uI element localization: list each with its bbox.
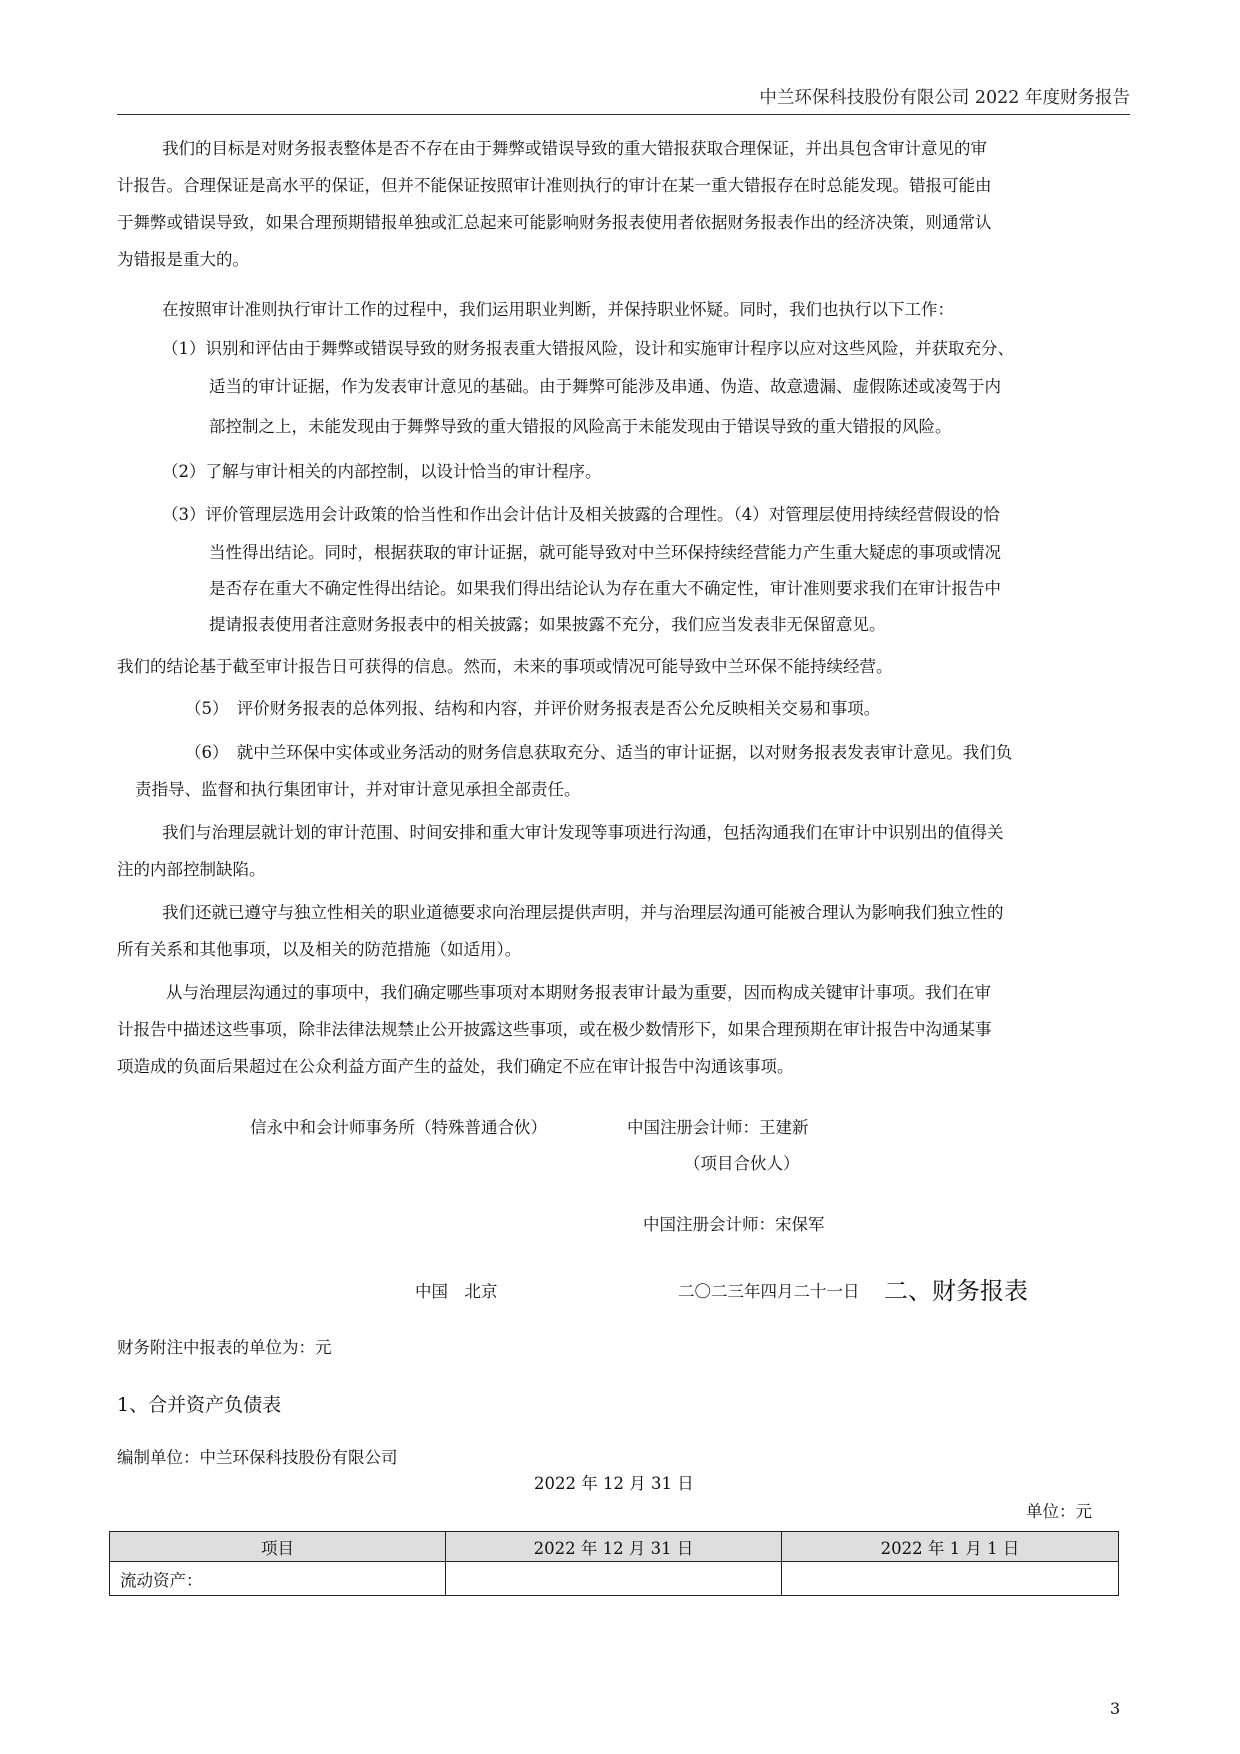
text-line: 责指导、监督和执行集团审计，并对审计意见承担全部责任。 <box>135 780 581 799</box>
text-line: （6） 就中兰环保中实体或业务活动的财务信息获取充分、适当的审计证据，以对财务报表发表审计意见。我们负 <box>185 743 1013 762</box>
text-line: （2）了解与审计相关的内部控制，以设计恰当的审计程序。 <box>162 462 602 481</box>
cpa-role: （项目合伙人） <box>684 1154 800 1173</box>
table-header-row <box>110 1532 1119 1562</box>
table-cell: 流动资产： <box>110 1562 446 1596</box>
column-header-prior: 2022 年 1 月 1 日 <box>781 1532 1118 1562</box>
table-row <box>110 1562 1119 1596</box>
list-item-3 <box>162 496 1000 533</box>
text-line: 是否存在重大不确定性得出结论。如果我们得出结论认为存在重大不确定性，审计准则要求我们在审计报告中 <box>209 579 1001 598</box>
table-cell <box>445 1562 781 1596</box>
paragraph-independence <box>162 894 1004 931</box>
paragraph-procedures-intro <box>162 291 954 328</box>
paragraph-objective-cont <box>117 167 992 278</box>
text-line: 计报告。合理保证是高水平的保证，但并不能保证按照审计准则执行的审计在某一重大错报存在时总能发现。错报可能由 <box>117 176 992 195</box>
unit-label: 单位：元 <box>1026 1502 1092 1521</box>
page-header: 中兰环保科技股份有限公司 2022 年度财务报告 <box>759 88 1130 108</box>
list-item-2 <box>162 453 602 490</box>
audit-firm-name: 信永中和会计师事务所（特殊普通合伙） <box>250 1118 547 1137</box>
text-line: 适当的审计证据，作为发表审计意见的基础。由于舞弊可能涉及串通、伪造、故意遗漏、虚假陈述或凌驾于内 <box>209 377 1001 396</box>
signing-location: 中国 北京 <box>415 1282 498 1301</box>
list-item-6-cont <box>135 771 581 808</box>
preparer-line: 编制单位：中兰环保科技股份有限公司 <box>117 1448 398 1467</box>
section-title: 二、财务报表 <box>884 1277 1028 1305</box>
text-line: 我们的结论基于截至审计报告日可获得的信息。然而，未来的事项或情况可能导致中兰环保不能持续经营。 <box>117 657 893 676</box>
list-item-5 <box>185 690 880 727</box>
text-line: 部控制之上，未能发现由于舞弊导致的重大错报的风险高于未能发现由于错误导致的重大错报的风险。 <box>209 417 952 436</box>
paragraph-governance <box>162 814 1004 851</box>
paragraph-conclusion <box>117 648 893 685</box>
paragraph-independence-cont <box>117 931 521 968</box>
paragraph-key-matters <box>166 974 991 1011</box>
list-item-6 <box>185 734 1012 771</box>
table-cell <box>781 1562 1118 1596</box>
header-divider <box>117 114 1130 115</box>
text-line: （1）识别和评估由于舞弊或错误导致的财务报表重大错报风险，设计和实施审计程序以应对这些风险，并获取充分、 <box>162 339 1014 358</box>
text-line: 当性得出结论。同时，根据获取的审计证据，就可能导致对中兰环保持续经营能力产生重大疑虑的事项或情况 <box>209 543 1001 562</box>
unit-note: 财务附注中报表的单位为：元 <box>117 1338 332 1357</box>
paragraph-objective <box>162 130 987 167</box>
text-line: 计报告中描述这些事项，除非法律法规禁止公开披露这些事项，或在极少数情形下，如果合理预期在审计报告中沟通某事 <box>117 1020 992 1039</box>
balance-sheet-table <box>109 1531 1119 1596</box>
column-header-current: 2022 年 12 月 31 日 <box>445 1532 781 1562</box>
text-line: 我们的目标是对财务报表整体是否不存在由于舞弊或错误导致的重大错报获取合理保证，并出具包含审计意见的审 <box>162 139 987 158</box>
text-line: 注的内部控制缺陷。 <box>117 860 266 879</box>
signing-date: 二〇二三年四月二十一日 <box>678 1282 860 1301</box>
text-line: 为错报是重大的。 <box>117 250 249 269</box>
list-item-1 <box>162 330 1014 367</box>
list-item-1-cont <box>209 367 1001 447</box>
text-line: （5） 评价财务报表的总体列报、结构和内容，并评价财务报表是否公允反映相关交易和事项。 <box>185 699 881 718</box>
column-header-item: 项目 <box>110 1532 446 1562</box>
page-number: 3 <box>1110 1699 1121 1718</box>
text-line: 我们还就已遵守与独立性相关的职业道德要求向治理层提供声明，并与治理层沟通可能被合理认为影响我们独立性的 <box>162 903 1004 922</box>
cpa-signature-1: 中国注册会计师：王建新 <box>627 1118 809 1137</box>
cpa-signature-2: 中国注册会计师：宋保军 <box>643 1215 825 1234</box>
text-line: 在按照审计准则执行审计工作的过程中，我们运用职业判断，并保持职业怀疑。同时，我们也执行以下工作： <box>162 300 954 319</box>
text-line: （3）评价管理层选用会计政策的恰当性和作出会计估计及相关披露的合理性。（4）对管理层使用持续经营假设的恰 <box>162 505 1000 524</box>
statement-subtitle: 1、合并资产负债表 <box>117 1394 282 1416</box>
list-item-3-cont <box>209 535 1001 643</box>
text-line: 所有关系和其他事项，以及相关的防范措施（如适用）。 <box>117 940 522 959</box>
text-line: 提请报表使用者注意财务报表中的相关披露；如果披露不充分，我们应当发表非无保留意见。 <box>209 615 886 634</box>
text-line: 从与治理层沟通过的事项中，我们确定哪些事项对本期财务报表审计最为重要，因而构成关键审计事项。我们在审 <box>166 983 991 1002</box>
text-line: 于舞弊或错误导致，如果合理预期错报单独或汇总起来可能影响财务报表使用者依据财务报表作出的经济决策，则通常认 <box>117 213 992 232</box>
text-line: 项造成的负面后果超过在公众利益方面产生的益处，我们确定不应在审计报告中沟通该事项。 <box>117 1057 794 1076</box>
paragraph-governance-cont <box>117 851 266 888</box>
report-date: 2022 年 12 月 31 日 <box>534 1474 694 1493</box>
paragraph-key-matters-cont <box>117 1011 992 1085</box>
text-line: 我们与治理层就计划的审计范围、时间安排和重大审计发现等事项进行沟通，包括沟通我们在审计中识别出的值得关 <box>162 823 1004 842</box>
